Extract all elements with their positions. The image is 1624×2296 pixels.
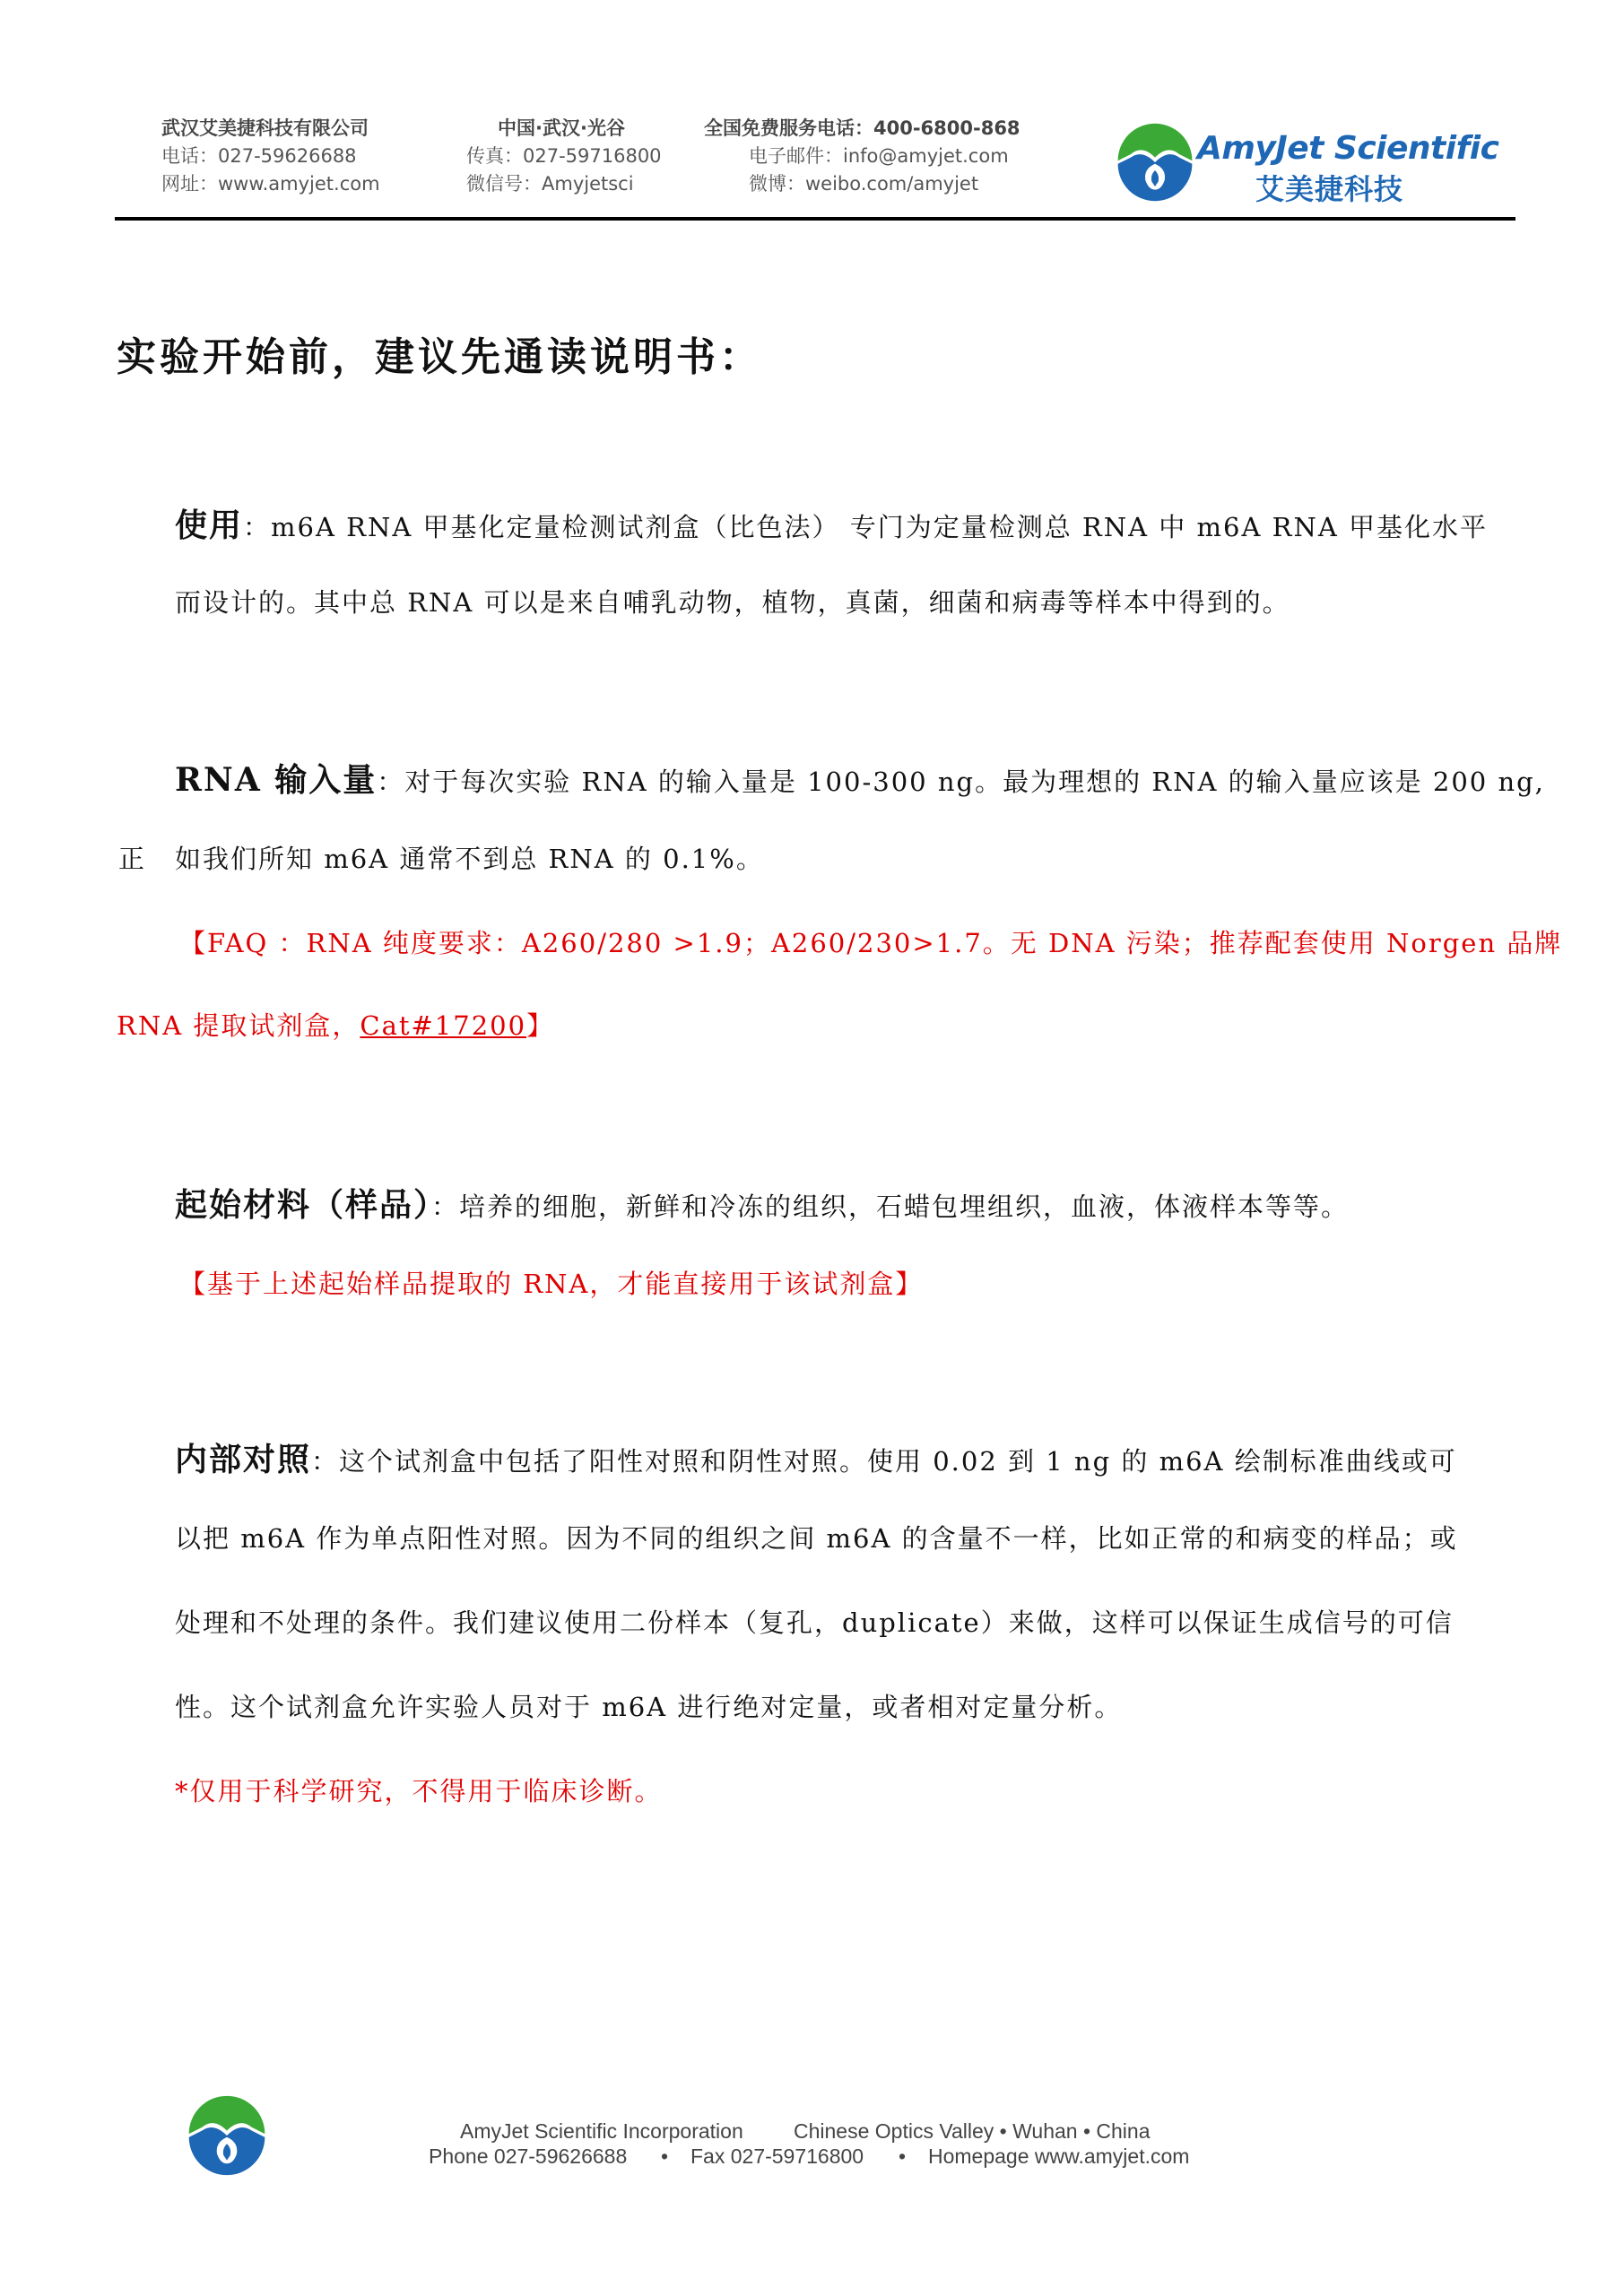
header-col-company xyxy=(161,115,380,198)
research-use-disclaimer: *仅用于科学研究，不得用于临床诊断。 xyxy=(175,1776,663,1806)
faq-close-bracket: 】 xyxy=(526,1010,555,1041)
amyjet-footer-logo-icon xyxy=(186,2094,268,2177)
footer-separator: • xyxy=(899,2144,907,2168)
rna-input-line-1 xyxy=(175,755,1545,801)
faq-line-1: 【FAQ ：RNA 纯度要求：A260/280 >1.9；A260/230>1.7。无 DNA 污染；推荐配套使用 Norgen 品牌 xyxy=(179,928,1563,958)
header-col-contact xyxy=(466,115,662,198)
footer-fax: Fax 027-59716800 xyxy=(690,2144,864,2168)
logo-name-cn: 艾美捷科技 xyxy=(1255,172,1404,206)
internal-control-line-4: 性。这个试剂盒允许实验人员对于 m6A 进行绝对定量，或者相对定量分析。 xyxy=(175,1692,1123,1722)
company-website: 网址：www.amyjet.com xyxy=(161,173,380,195)
internal-control-line-3: 处理和不处理的条件。我们建议使用二份样本（复孔，duplicate）来做，这样可以保证生成信号的可信 xyxy=(175,1607,1454,1638)
footer-location: Chinese Optics Valley • Wuhan • China xyxy=(794,2119,1151,2143)
company-weibo: 微博：weibo.com/amyjet xyxy=(749,173,979,195)
company-wechat: 微信号：Amyjetsci xyxy=(466,173,634,195)
amyjet-logo-icon xyxy=(1115,122,1195,203)
starting-material-note: 【基于上述起始样品提取的 RNA，才能直接用于该试剂盒】 xyxy=(179,1269,924,1299)
usage-line-2: 而设计的。其中总 RNA 可以是来自哺乳动物，植物，真菌，细菌和病毒等样本中得到的。 xyxy=(175,587,1290,618)
footer-phone: Phone 027-59626688 xyxy=(429,2144,628,2168)
faq-line-2 xyxy=(117,1006,554,1043)
header-col-service xyxy=(704,115,1020,198)
usage-text-1: ：m6A RNA 甲基化定量检测试剂盒（比色法） 专门为定量检测总 RNA 中 m6A RNA 甲基化水平 xyxy=(243,512,1489,542)
rna-input-label: RNA 输入量 xyxy=(175,761,378,799)
company-fax: 传真：027-59716800 xyxy=(466,145,662,167)
page-title: 实验开始前，建议先通读说明书： xyxy=(117,334,762,380)
header-divider xyxy=(115,217,1515,221)
starting-material-text: ：培养的细胞，新鲜和冷冻的组织，石蜡包埋组织，血液，体液样本等等。 xyxy=(431,1191,1350,1222)
internal-control-line-1 xyxy=(175,1434,1457,1480)
starting-material-line-1 xyxy=(175,1180,1349,1226)
internal-control-label: 内部对照 xyxy=(175,1441,312,1478)
footer-homepage: Homepage www.amyjet.com xyxy=(928,2144,1190,2168)
catalog-link[interactable]: Cat#17200 xyxy=(360,1010,527,1041)
company-name: 武汉艾美捷科技有限公司 xyxy=(161,117,369,139)
footer-separator: • xyxy=(661,2144,669,2168)
internal-control-text-1: ：这个试剂盒中包括了阳性对照和阴性对照。使用 0.02 到 1 ng 的 m6A 绘制标准曲线或可 xyxy=(311,1446,1457,1477)
rna-input-prefix: 正 xyxy=(118,844,147,874)
footer-company: AmyJet Scientific Incorporation xyxy=(460,2119,743,2143)
company-phone: 电话：027-59626688 xyxy=(161,145,357,167)
rna-input-line-2: 如我们所知 m6A 通常不到总 RNA 的 0.1%。 xyxy=(175,844,764,874)
company-email: 电子邮件：info@amyjet.com xyxy=(749,145,1009,167)
service-hotline: 全国免费服务电话：400-6800-868 xyxy=(704,117,1020,139)
company-location: 中国·武汉·光谷 xyxy=(498,117,625,139)
usage-line-1 xyxy=(175,500,1488,546)
rna-input-text-1: ：对于每次实验 RNA 的输入量是 100-300 ng。最为理想的 RNA 的输入量应该是 200 ng, xyxy=(377,767,1545,797)
usage-label: 使用 xyxy=(175,507,244,544)
logo-name-en: AmyJet Scientific xyxy=(1197,130,1499,167)
internal-control-line-2: 以把 m6A 作为单点阳性对照。因为不同的组织之间 m6A 的含量不一样，比如正常的和病变的样品；或 xyxy=(175,1523,1458,1554)
starting-material-label: 起始材料（样品） xyxy=(175,1186,432,1224)
faq-text-2: RNA 提取试剂盒， xyxy=(117,1010,360,1041)
